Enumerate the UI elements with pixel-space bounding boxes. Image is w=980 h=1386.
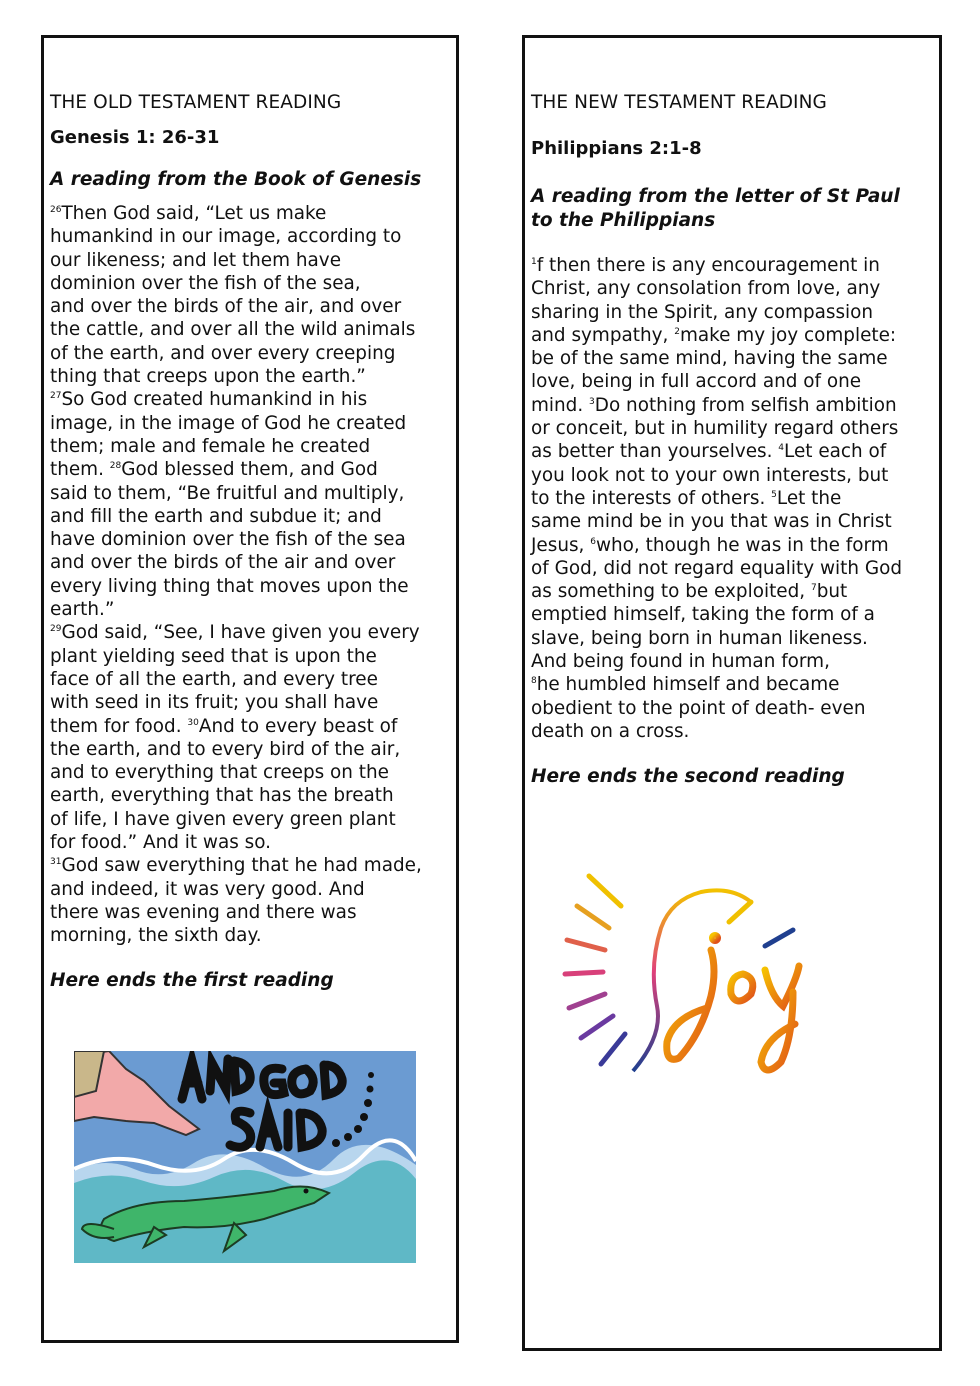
creature-eye (304, 1189, 309, 1194)
verse-text: Let the same mind be in you that was in Christ Jesus, (531, 487, 892, 556)
verse-text: And to every beast of the earth, and to every bird of the air, and to everything that creeps on the earth, everything that has the breath of life, I have given every green plant for food.” And it was so. (50, 715, 401, 854)
new-testament-text (531, 254, 936, 743)
verse-number: 1 (531, 256, 537, 267)
verse-number: 4 (778, 443, 785, 454)
old-testament-panel (41, 35, 459, 1343)
new-testament-reference: Philippians 2:1-8 (531, 138, 702, 159)
verse-number: 29 (50, 624, 62, 635)
verse-text: God said, “See, I have given you every plant yielding seed that is upon the face of all the earth, and every tree with seed in its fruit; you shall have them for food. (50, 622, 420, 737)
verse-text: but emptied himself, taking the form of a slave, being born in human likeness. And being found in human form, (531, 581, 875, 673)
verse-number: 7 (810, 583, 817, 594)
old-testament-text (50, 202, 450, 948)
verse-number: 5 (771, 489, 777, 500)
verse-text: Let each of you look not to your own interests, but to the interests of others. (531, 441, 889, 509)
new-testament-panel (522, 35, 942, 1351)
new-testament-intro: A reading from the letter of St Paul to the Philippians (531, 186, 900, 231)
verse-number: 26 (50, 204, 62, 215)
verse-text: he humbled himself and became obedient to the point of death- even death on a cross. (531, 674, 866, 742)
verse-number: 6 (590, 536, 596, 547)
verse-text: Then God said, “Let us make humankind in our image, according to our likeness; and let them have dominion over the fish of the sea, and over the birds of the air, and over the cattle, and over all the wild animals of the earth, and over every creeping thing that creeps upon the earth.” (50, 203, 416, 388)
old-testament-heading: THE OLD TESTAMENT READING (50, 92, 342, 113)
verse-number: 2 (674, 326, 680, 337)
verse-text: God saw everything that he had made, and indeed, it was very good. And there was evening and there was morning, the sixth day. (50, 855, 422, 947)
verse-number: 3 (589, 396, 595, 407)
verse-text: So God created humankind in his image, in the image of God he created them; male and female he created them. (50, 389, 407, 481)
verse-number: 31 (50, 857, 62, 868)
verse-number: 30 (187, 717, 199, 728)
verse-text: Do nothing from selfish ambition or conceit, but in humility regard others as better than yourselves. (531, 394, 899, 463)
verse-number: 28 (109, 461, 122, 472)
old-testament-reference: Genesis 1: 26-31 (50, 127, 220, 148)
verse-number: 8 (531, 676, 537, 687)
new-testament-ending: Here ends the second reading (531, 766, 845, 787)
joy-illustration (561, 866, 811, 1106)
verse-text: who, though he was in the form of God, did not regard equality with God as something to be exploited, (531, 534, 902, 603)
verse-text: make my joy complete: be of the same mind, having the same love, being in full accord and of one mind. (531, 324, 897, 416)
and-god-said-illustration (74, 1051, 416, 1263)
joy-lettering (667, 936, 799, 1071)
old-testament-intro: A reading from the Book of Genesis (50, 169, 422, 190)
verse-text: God blessed them, and God said to them, “Be fruitful and multiply, and fill the earth and subdue it; and have dominion over the fish of the sea and over the birds of the air and over every living thing that moves upon the earth.” (50, 459, 409, 621)
new-testament-heading: THE NEW TESTAMENT READING (531, 92, 827, 113)
old-testament-ending: Here ends the first reading (50, 970, 334, 991)
verse-text: f then there is any encouragement in Christ, any consolation from love, any sharing in the Spirit, any compassion and sympathy, (531, 255, 881, 346)
verse-number: 27 (50, 391, 62, 402)
